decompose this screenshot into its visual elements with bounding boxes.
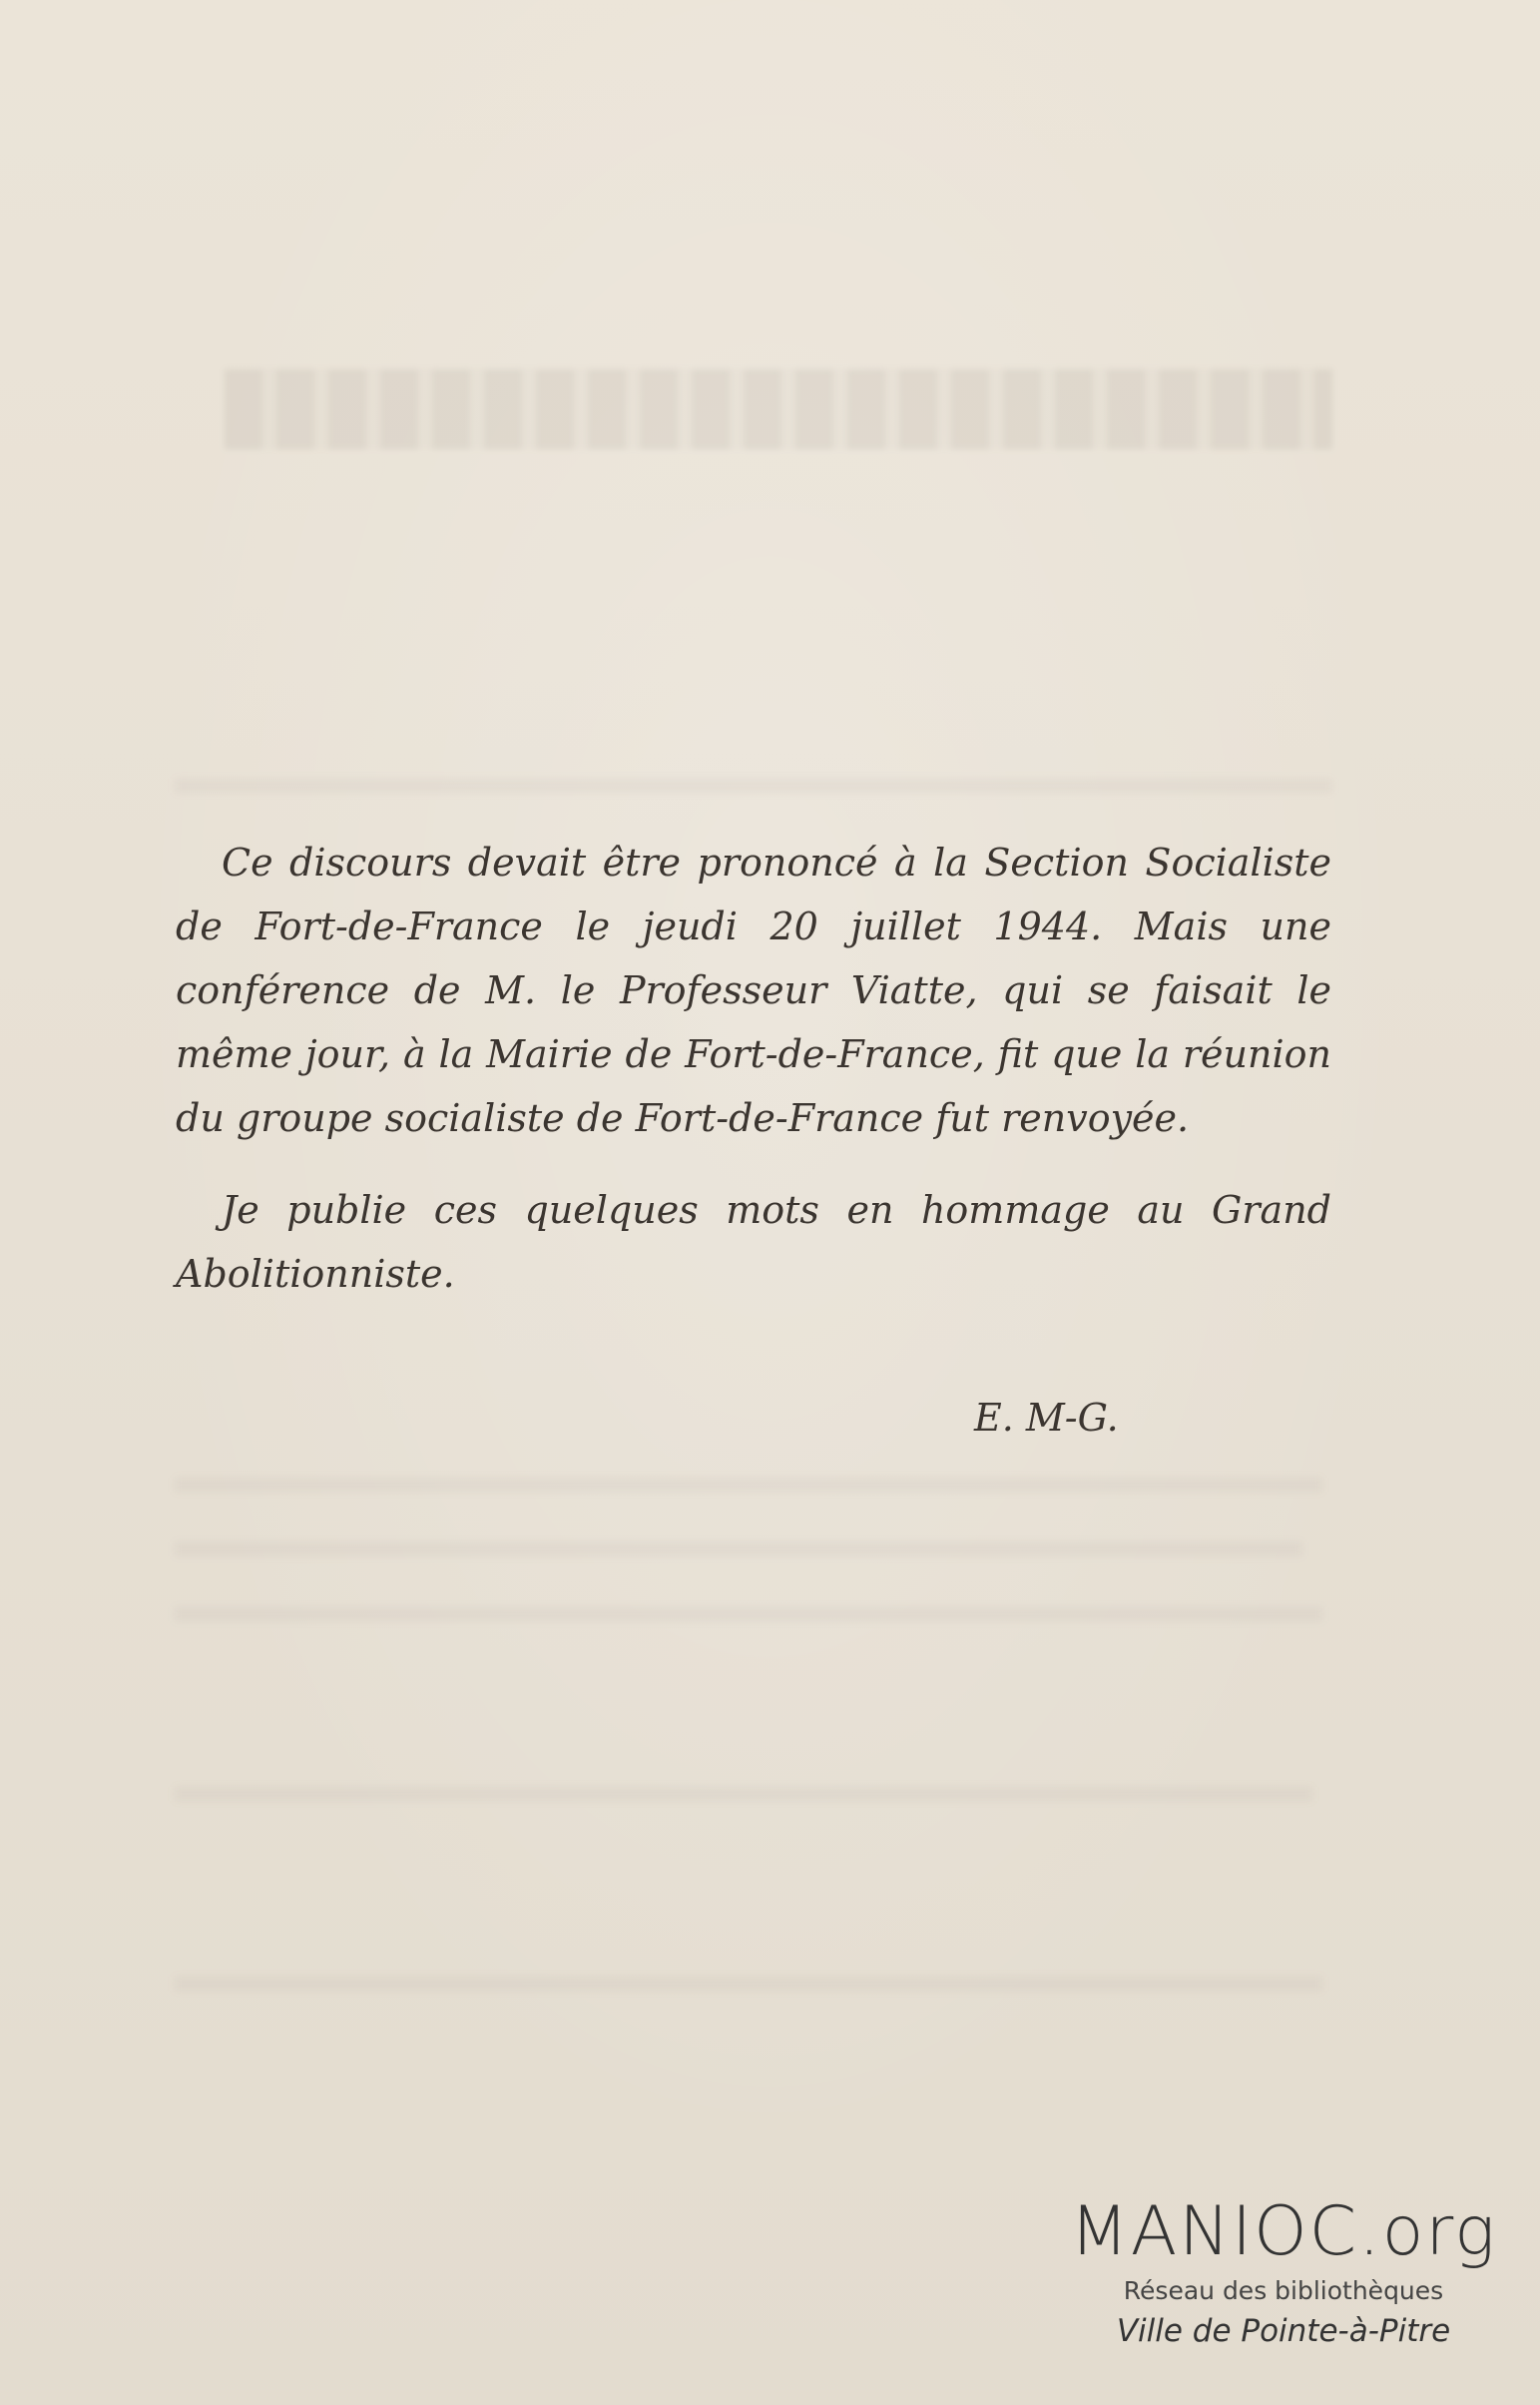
signature: E. M-G.	[974, 1396, 1119, 1440]
bleed-through-line	[175, 1977, 1322, 1991]
library-city-label: Ville de Pointe-à-Pitre	[1116, 2313, 1451, 2349]
paragraph-2: Je publie ces quelques mots en hommage au Grand Abolitionniste.	[176, 1188, 1331, 1296]
bleed-through-title	[225, 369, 1332, 449]
library-network-label: Réseau des bibliothèques	[1123, 2276, 1444, 2305]
manioc-watermark	[1054, 2192, 1513, 2352]
bleed-through-line	[175, 779, 1332, 793]
paragraph-1: Ce discours devait être prononcé à la Section Socialiste de Fort-de-France le jeudi 20 juillet 1944. Mais une conférence de M. le Professeur Viatte, qui se faisait le même jour, à la Mairie de Fort-de-France, fit que la réunion du groupe socialiste de Fort-de-France fut renvoyée.	[176, 841, 1331, 1140]
bleed-through-line	[175, 1787, 1312, 1801]
dedication-text	[176, 831, 1331, 1306]
bleed-through-line	[175, 1607, 1322, 1621]
bleed-through-line	[175, 1478, 1322, 1492]
manioc-logo: MANIOC.org	[1070, 2192, 1497, 2271]
bleed-through-line	[175, 1542, 1302, 1556]
